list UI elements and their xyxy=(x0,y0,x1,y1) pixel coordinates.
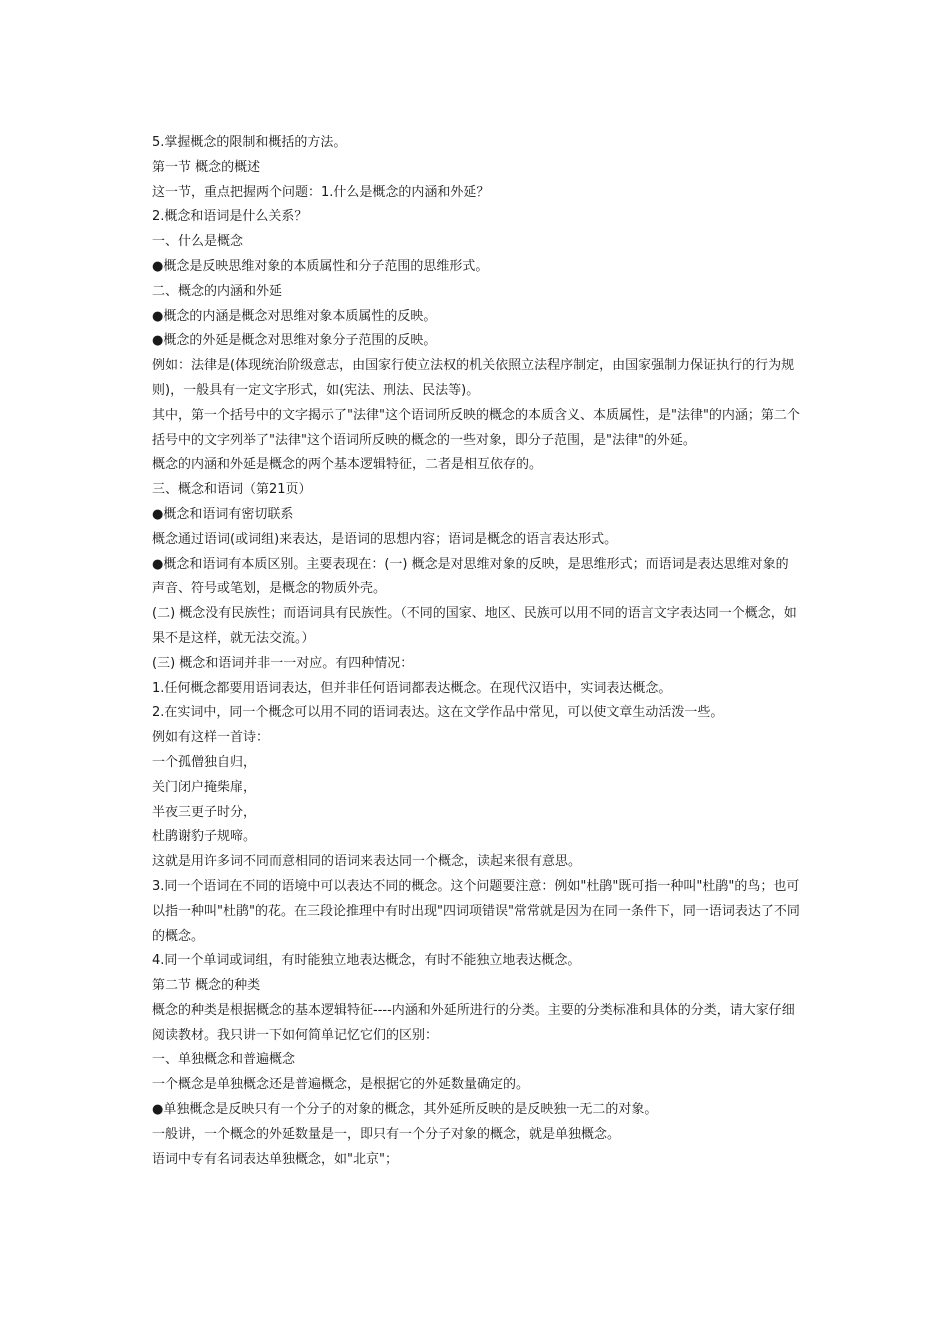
subsection-heading: 一、单独概念和普遍概念 xyxy=(152,1052,296,1068)
text-line: 语词中专有名词表达单独概念，如"北京"； xyxy=(152,1151,398,1167)
text-line: 一般讲，一个概念的外延数量是一，即只有一个分子对象的概念，就是单独概念。 xyxy=(152,1126,621,1142)
numbered-line: 4.同一个单词或词组，有时能独立地表达概念，有时不能独立地表达概念。 xyxy=(152,953,581,969)
text-line: (三) 概念和语词并非一一对应。有四种情况： xyxy=(152,655,414,671)
document-page xyxy=(152,131,800,1172)
numbered-line: 3.同一个语词在不同的语境中可以表达不同的概念。这个问题要注意：例如"杜鹃"既可指一种叫"杜鹃"的鸟；也可以指一种叫"杜鹃"的花。在三段论推理中有时出现"四词项错误"常常就是因为在同一条件下，同一语词表达了不同的概念。 xyxy=(152,878,800,944)
poem-line: 关门闭户掩柴扉， xyxy=(152,779,257,795)
numbered-line: 1.任何概念都要用语词表达，但并非任何语词都表达概念。在现代汉语中，实词表达概念。 xyxy=(152,680,672,696)
bullet-line: ●概念和语词有密切联系 xyxy=(152,506,294,522)
bullet-line: ●概念的内涵是概念对思维对象本质属性的反映。 xyxy=(152,308,437,324)
section-heading: 第一节 概念的概述 xyxy=(152,159,261,175)
subsection-heading: 一、什么是概念 xyxy=(152,234,244,250)
paragraph: 其中，第一个括号中的文字揭示了"法律"这个语词所反映的概念的本质含义、本质属性，是"法律"的内涵；第二个括号中的文字列举了"法律"这个语词所反映的概念的一些对象，即分子范围，是"法律"的外延。 xyxy=(152,407,800,448)
section-heading: 第二节 概念的种类 xyxy=(152,978,261,994)
text-line: 5.掌握概念的限制和概括的方法。 xyxy=(152,135,347,150)
text-line: 一个概念是单独概念还是普遍概念，是根据它的外延数量确定的。 xyxy=(152,1077,530,1093)
poem-line: 一个孤僧独自归， xyxy=(152,754,257,770)
paragraph: 例如：法律是(体现统治阶级意志，由国家行使立法权的机关依照立法程序制定，由国家强制力保证执行的行为规则)，一般具有一定文字形式，如(宪法、刑法、民法等)。 xyxy=(152,358,795,398)
paragraph: 概念的种类是根据概念的基本逻辑特征----内涵和外延所进行的分类。主要的分类标准和具体的分类，请大家仔细阅读教材。我只讲一下如何简单记忆它们的区别： xyxy=(152,1002,795,1043)
bullet-line: ●概念的外延是概念对思维对象分子范围的反映。 xyxy=(152,333,437,349)
poem-line: 半夜三更子时分， xyxy=(152,804,257,820)
poem-line: 杜鹃谢豹子规啼。 xyxy=(152,829,257,845)
numbered-line: 2.在实词中，同一个概念可以用不同的语词表达。这在文学作品中常见，可以使文章生动活泼一些。 xyxy=(152,705,724,721)
subsection-heading: 三、概念和语词（第21页） xyxy=(152,482,312,498)
bullet-line: ●概念和语词有本质区别。主要表现在：(一) 概念是对思维对象的反映，是思维形式；而语词是表达思维对象的声音、符号或笔划，是概念的物质外壳。 xyxy=(152,556,789,597)
text-line: 2.概念和语词是什么关系？ xyxy=(152,209,308,225)
bullet-line: ●单独概念是反映只有一个分子的对象的概念，其外延所反映的是反映独一无二的对象。 xyxy=(152,1102,658,1118)
text-line: 例如有这样一首诗： xyxy=(152,730,270,746)
bullet-line: ●概念是反映思维对象的本质属性和分子范围的思维形式。 xyxy=(152,258,489,274)
text-line: 概念的内涵和外延是概念的两个基本逻辑特征，二者是相互依存的。 xyxy=(152,457,543,473)
text-line: 这就是用许多词不同而意相同的语词来表达同一个概念，读起来很有意思。 xyxy=(152,854,582,870)
paragraph: (二) 概念没有民族性；而语词具有民族性。（不同的国家、地区、民族可以用不同的语言文字表达同一个概念，如果不是这样，就无法交流。） xyxy=(152,606,797,646)
text-line: 这一节，重点把握两个问题：1.什么是概念的内涵和外延？ xyxy=(152,184,490,200)
subsection-heading: 二、概念的内涵和外延 xyxy=(152,283,283,299)
text-line: 概念通过语词(或词组)来表达，是语词的思想内容；语词是概念的语言表达形式。 xyxy=(152,531,618,547)
